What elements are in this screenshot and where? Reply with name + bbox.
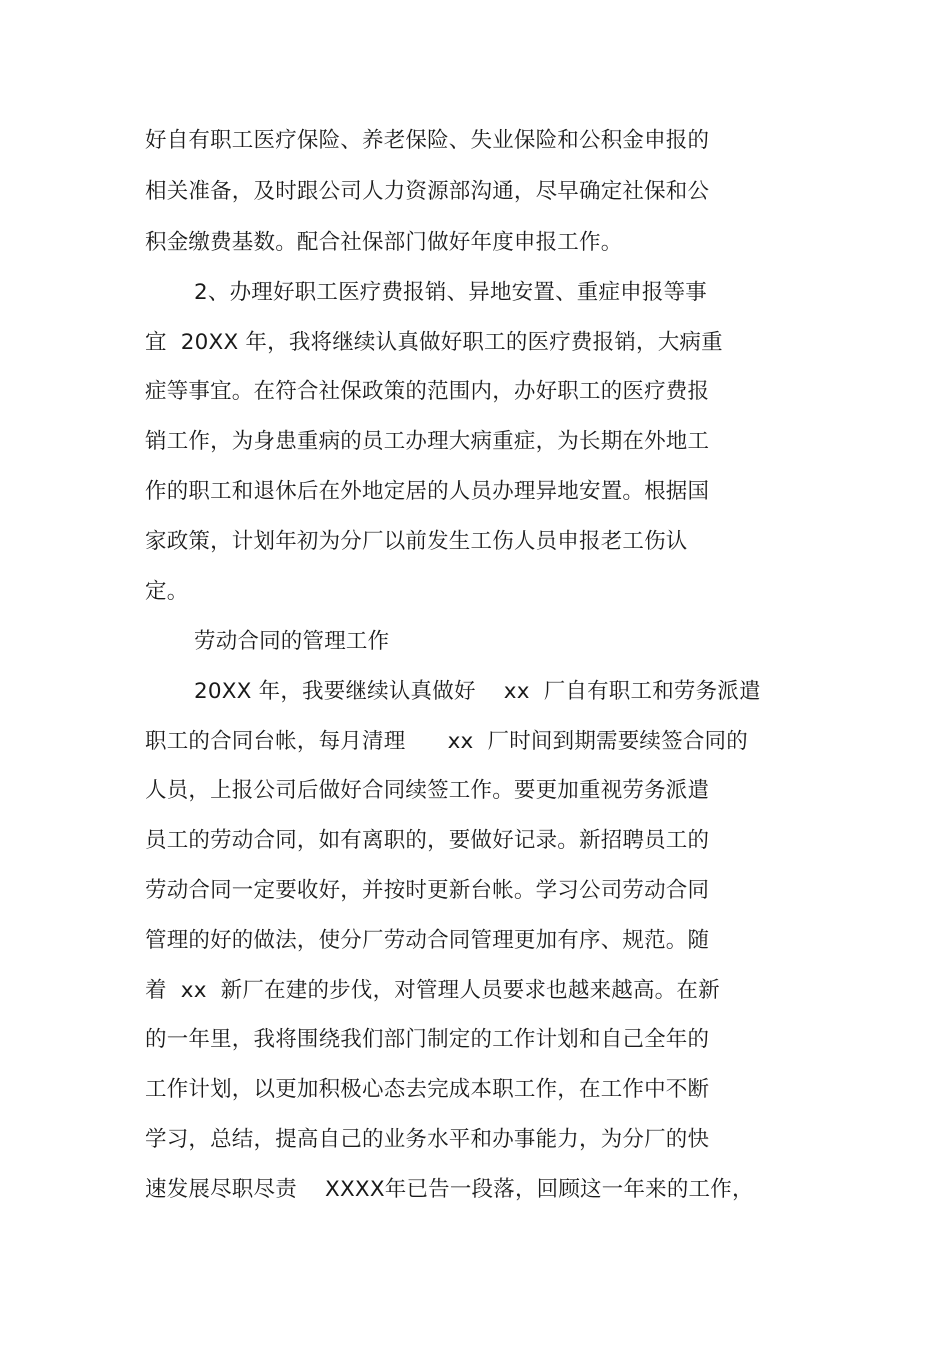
text-line: 定。 bbox=[145, 579, 189, 604]
text-line: 好自有职工医疗保险、养老保险、失业保险和公积金申报的 bbox=[145, 128, 710, 153]
numbered-item-heading: 2、办理好职工医疗费报销、异地安置、重症申报等事 bbox=[194, 280, 707, 305]
text-line: 销工作，为身患重病的员工办理大病重症，为长期在外地工 bbox=[145, 429, 710, 454]
text-line: 员工的劳动合同，如有离职的，要做好记录。新招聘员工的 bbox=[145, 828, 710, 853]
text-line: 积金缴费基数。配合社保部门做好年度申报工作。 bbox=[145, 230, 623, 255]
text-line: 着 xx 新厂在建的步伐，对管理人员要求也越来越高。在新 bbox=[145, 978, 720, 1003]
section-heading: 劳动合同的管理工作 bbox=[194, 629, 390, 654]
text-line: 人员，上报公司后做好合同续签工作。要更加重视劳务派遣 bbox=[145, 778, 710, 803]
text-line: 工作计划，以更加积极心态去完成本职工作，在工作中不断 bbox=[145, 1077, 710, 1102]
text-line: 的一年里，我将围绕我们部门制定的工作计划和自己全年的 bbox=[145, 1027, 710, 1052]
text-line: 速发展尽职尽责 XXXX年已告一段落，回顾这一年来的工作， bbox=[145, 1177, 754, 1202]
text-line: 症等事宜。在符合社保政策的范围内，办好职工的医疗费报 bbox=[145, 379, 710, 404]
text-line: 劳动合同一定要收好，并按时更新台帐。学习公司劳动合同 bbox=[145, 878, 710, 903]
text-line: 20XX 年，我要继续认真做好 xx 厂自有职工和劳务派遣 bbox=[194, 679, 761, 704]
text-line: 相关准备，及时跟公司人力资源部沟通，尽早确定社保和公 bbox=[145, 179, 710, 204]
text-line: 学习，总结，提高自己的业务水平和办事能力，为分厂的快 bbox=[145, 1127, 710, 1152]
text-line: 职工的合同台帐，每月清理 xx 厂时间到期需要续签合同的 bbox=[145, 729, 748, 754]
text-line: 作的职工和退休后在外地定居的人员办理异地安置。根据国 bbox=[145, 479, 710, 504]
text-line: 家政策，计划年初为分厂以前发生工伤人员申报老工伤认 bbox=[145, 529, 688, 554]
text-line: 宜 20XX 年，我将继续认真做好职工的医疗费报销，大病重 bbox=[145, 330, 723, 355]
text-line: 管理的好的做法，使分厂劳动合同管理更加有序、规范。随 bbox=[145, 928, 710, 953]
